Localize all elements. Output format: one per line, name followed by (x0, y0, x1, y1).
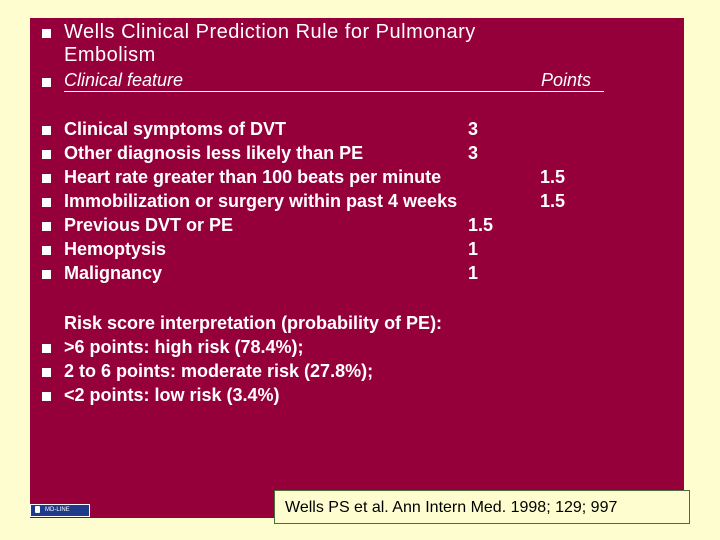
citation-box: Wells PS et al. Ann Intern Med. 1998; 129; 997 (274, 490, 690, 524)
feature-label: Hemoptysis (64, 239, 167, 259)
slide-title-line2: Embolism (64, 44, 156, 66)
interpretation-heading: Risk score interpretation (probability of PE): (64, 313, 443, 333)
header-points: Points (541, 70, 592, 90)
md-line-logo (30, 504, 90, 517)
bullet-icon (42, 246, 51, 255)
slide-title-line1: Wells Clinical Prediction Rule for Pulmonary (64, 21, 476, 43)
header-clinical-feature: Clinical feature (64, 70, 184, 90)
bullet-icon (42, 222, 51, 231)
right-points: 1.5 (540, 191, 566, 211)
feature-label: Clinical symptoms of DVT (64, 119, 287, 139)
feature-points: 1 (468, 263, 479, 283)
bullet-icon (42, 344, 51, 353)
feature-points: 1.5 (468, 215, 494, 235)
bullet-icon (42, 78, 51, 87)
bullet-icon (42, 368, 51, 377)
bullet-icon (42, 126, 51, 135)
interpretation-item: 2 to 6 points: moderate risk (27.8%); (64, 361, 374, 381)
feature-label: Immobilization or surgery within past 4 weeks (64, 191, 458, 211)
logo-mark-icon (35, 506, 40, 513)
bullet-icon (42, 198, 51, 207)
bullet-icon (42, 270, 51, 279)
feature-label: Heart rate greater than 100 beats per minute (64, 167, 442, 187)
bullet-icon (42, 392, 51, 401)
interpretation-item: <2 points: low risk (3.4%) (64, 385, 280, 405)
bullet-icon (42, 150, 51, 159)
feature-points: 3 (468, 143, 479, 163)
bullet-icon (42, 174, 51, 183)
feature-label: Malignancy (64, 263, 163, 283)
logo-text: MD-LINE (45, 507, 70, 513)
slide-panel (30, 18, 684, 518)
bullet-icon (42, 29, 51, 38)
right-points: 1.5 (540, 167, 566, 187)
feature-points: 1 (468, 239, 479, 259)
interpretation-item: >6 points: high risk (78.4%); (64, 337, 304, 357)
feature-label: Previous DVT or PE (64, 215, 234, 235)
header-underline (64, 91, 604, 92)
feature-points: 3 (468, 119, 479, 139)
feature-label: Other diagnosis less likely than PE (64, 143, 364, 163)
